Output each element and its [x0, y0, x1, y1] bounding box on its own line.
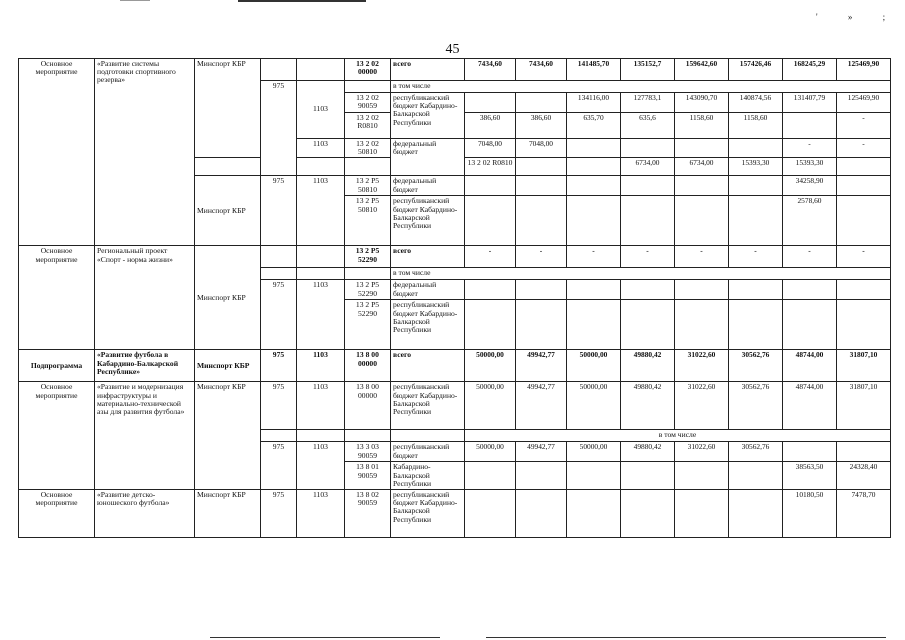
value-cell: 49880,42 [621, 442, 675, 462]
responsible-cell: Минспорт КБР [195, 246, 261, 350]
source-cell: республиканский бюджет Кабардино-Балкарской Республики [391, 196, 465, 246]
source-cell: федеральный бюджет [391, 139, 465, 176]
value-cell [516, 196, 567, 246]
value-cell: 7048,00 [465, 139, 516, 158]
value-cell: 10180,50 [783, 489, 837, 537]
grbs-cell: 975 [261, 350, 297, 382]
value-cell: 31022,60 [675, 350, 729, 382]
value-cell [621, 196, 675, 246]
value-cell: 6734,00 [675, 158, 729, 176]
source-cell: федеральный бюджет [391, 176, 465, 196]
value-cell: 34258,90 [783, 176, 837, 196]
source-cell: Кабардино-Балкарской Республики [391, 462, 465, 490]
value-cell [675, 196, 729, 246]
value-cell [729, 139, 783, 158]
value-cell: 49880,42 [621, 382, 675, 430]
value-cell: 50000,00 [567, 442, 621, 462]
code-cell: 13 2 P5 50810 [345, 196, 391, 246]
budget-table [18, 58, 891, 538]
code-cell: 13 2 P5 52290 [345, 280, 391, 300]
value-cell [567, 139, 621, 158]
name-cell: Региональный проект «Спорт - норма жизни» [95, 246, 195, 350]
value-cell: 31807,10 [837, 350, 891, 382]
value-cell [837, 196, 891, 246]
source-cell: всего [391, 350, 465, 382]
value-cell [675, 176, 729, 196]
code-cell: 13 2 02 R0810 [345, 113, 391, 139]
status-cell: Основное мероприятие [19, 382, 95, 490]
value-cell [465, 176, 516, 196]
value-cell: 49942,77 [516, 442, 567, 462]
value-cell: 31807,10 [837, 382, 891, 430]
code-cell: 13 8 00 00000 [345, 350, 391, 382]
value-cell [465, 462, 516, 490]
value-cell: 635,70 [567, 113, 621, 139]
value-cell [675, 462, 729, 490]
code-cell: 13 2 02 50810 [345, 139, 391, 158]
value-cell [567, 489, 621, 537]
scan-artifact-bottom-right [486, 637, 886, 638]
value-cell: - [516, 246, 567, 268]
code-cell: 13 2 P5 52290 [345, 300, 391, 350]
value-cell: - [783, 139, 837, 158]
value-cell: 7478,70 [837, 489, 891, 537]
value-cell: 50000,00 [465, 442, 516, 462]
responsible-cell: Минспорт КБР [195, 489, 261, 537]
value-cell [621, 462, 675, 490]
value-cell: 15393,30 [783, 158, 837, 176]
value-cell [675, 139, 729, 158]
name-cell: «Развитие и модернизация инфраструктуры и материально-технической азы для развития футбола» [95, 382, 195, 490]
note-cell: в том числе [465, 430, 891, 442]
source-cell: республиканский бюджет [391, 442, 465, 462]
status-cell: Основное мероприятие [19, 489, 95, 537]
code-cell: 13 8 00 00000 [345, 382, 391, 430]
value-cell [567, 196, 621, 246]
note-cell: в том числе [391, 81, 891, 93]
value-cell: 125469,90 [837, 59, 891, 81]
value-cell: - [783, 246, 837, 268]
value-cell [837, 158, 891, 176]
value-cell: 135152,7 [621, 59, 675, 81]
grbs-cell: 975 [261, 382, 297, 430]
value-cell: 1158,60 [729, 113, 783, 139]
value-cell [465, 489, 516, 537]
status-cell: Основное мероприятие [19, 246, 95, 350]
value-cell: 7434,60 [465, 59, 516, 81]
grbs-cell: 975 [261, 442, 297, 490]
rz-cell: 1103 [297, 350, 345, 382]
value-cell: - [837, 246, 891, 268]
value-cell: 49880,42 [621, 350, 675, 382]
note-cell: в том числе [391, 268, 891, 280]
value-cell: 50000,00 [465, 350, 516, 382]
value-cell [516, 489, 567, 537]
source-cell: республиканский бюджет Кабардино-Балкарской Республики [391, 300, 465, 350]
value-cell: 49942,77 [516, 382, 567, 430]
value-cell: - [729, 246, 783, 268]
source-cell: республиканский бюджет Кабардино-Балкарской Республики [391, 489, 465, 537]
page-number: 45 [445, 42, 460, 57]
source-cell: всего [391, 59, 465, 81]
value-cell: 134116,00 [567, 93, 621, 113]
value-cell: 386,60 [465, 113, 516, 139]
value-cell: 50000,00 [567, 350, 621, 382]
value-cell [675, 489, 729, 537]
table-row [19, 59, 891, 81]
value-cell: 30562,76 [729, 382, 783, 430]
grbs-cell: 975 [261, 81, 297, 176]
value-cell: - [837, 113, 891, 139]
table-row [19, 246, 891, 268]
value-cell [729, 176, 783, 196]
value-cell [567, 158, 621, 176]
value-cell: 635,6 [621, 113, 675, 139]
code-cell: 13 8 01 90059 [345, 462, 391, 490]
source-cell: федеральный бюджет [391, 280, 465, 300]
code-cell: 13 2 02 R0810 [465, 158, 516, 176]
value-cell: - [675, 246, 729, 268]
value-cell [729, 489, 783, 537]
value-cell: 1158,60 [675, 113, 729, 139]
name-cell: «Развитие системы подготовки спортивного резерва» [95, 59, 195, 246]
value-cell [465, 196, 516, 246]
code-cell: 13 2 P5 52290 [345, 246, 391, 268]
value-cell: 31022,60 [675, 382, 729, 430]
value-cell [621, 489, 675, 537]
value-cell: 48744,00 [783, 350, 837, 382]
responsible-cell: Минспорт КБР [195, 59, 261, 158]
rz-cell: 1103 [297, 489, 345, 537]
value-cell [621, 176, 675, 196]
name-cell: «Развитие детско-юношеского футбола» [95, 489, 195, 537]
table-row [19, 382, 891, 430]
value-cell: 141485,70 [567, 59, 621, 81]
rz-cell: 1103 [297, 139, 345, 158]
value-cell: 15393,30 [729, 158, 783, 176]
value-cell: 159642,60 [675, 59, 729, 81]
value-cell [465, 93, 516, 113]
corner-marks: ' » ; [816, 12, 900, 22]
scan-artifact-top-small [120, 0, 150, 1]
value-cell: 140874,56 [729, 93, 783, 113]
source-cell: всего [391, 246, 465, 268]
value-cell: 2578,60 [783, 196, 837, 246]
value-cell: 157426,46 [729, 59, 783, 81]
scan-artifact-bottom [210, 637, 440, 638]
value-cell: 7434,60 [516, 59, 567, 81]
value-cell [516, 158, 567, 176]
grbs-cell: 975 [261, 489, 297, 537]
value-cell [837, 176, 891, 196]
value-cell [516, 462, 567, 490]
value-cell: 7048,00 [516, 139, 567, 158]
value-cell: 386,60 [516, 113, 567, 139]
value-cell [567, 176, 621, 196]
value-cell: 30562,76 [729, 350, 783, 382]
scan-artifact-top [238, 0, 366, 2]
grbs-cell: 975 [261, 280, 297, 350]
value-cell: 6734,00 [621, 158, 675, 176]
value-cell [516, 93, 567, 113]
value-cell: 125469,90 [837, 93, 891, 113]
value-cell: - [837, 139, 891, 158]
value-cell: 131407,79 [783, 93, 837, 113]
value-cell: 38563,50 [783, 462, 837, 490]
rz-cell: 1103 [297, 382, 345, 430]
value-cell [516, 176, 567, 196]
value-cell: 50000,00 [567, 382, 621, 430]
value-cell [567, 462, 621, 490]
value-cell: 143090,70 [675, 93, 729, 113]
rz-cell: 1103 [297, 280, 345, 350]
value-cell: 24328,40 [837, 462, 891, 490]
responsible-cell: Минспорт КБР [195, 176, 261, 246]
code-cell: 13 2 02 90059 [345, 93, 391, 113]
source-cell: республиканский бюджет Кабардино-Балкарской Республики [391, 93, 465, 139]
name-cell: «Развитие футбола в Кабардино-Балкарской Республике» [95, 350, 195, 382]
rz-cell: 1103 [297, 442, 345, 490]
source-cell: республиканский бюджет Кабардино-Балкарской Республики [391, 382, 465, 430]
code-cell: 13 2 02 00000 [345, 59, 391, 81]
rz-cell: 1103 [297, 81, 345, 139]
code-cell: 13 2 P5 50810 [345, 176, 391, 196]
rz-cell: 1103 [297, 176, 345, 246]
grbs-cell: 975 [261, 176, 297, 246]
status-cell: Подпрограмма [19, 350, 95, 382]
responsible-cell: Минспорт КБР [195, 350, 261, 382]
value-cell [783, 442, 837, 462]
value-cell [729, 196, 783, 246]
value-cell: 31022,60 [675, 442, 729, 462]
value-cell: - [465, 246, 516, 268]
value-cell: - [621, 246, 675, 268]
value-cell: 168245,29 [783, 59, 837, 81]
value-cell: 127783,1 [621, 93, 675, 113]
value-cell: 50000,00 [465, 382, 516, 430]
table-row [19, 350, 891, 382]
value-cell [729, 462, 783, 490]
code-cell: 13 3 03 90059 [345, 442, 391, 462]
value-cell: 48744,00 [783, 382, 837, 430]
value-cell: 30562,76 [729, 442, 783, 462]
responsible-cell: Минспорт КБР [195, 382, 261, 490]
value-cell: - [567, 246, 621, 268]
value-cell [621, 139, 675, 158]
code-cell: 13 8 02 90059 [345, 489, 391, 537]
value-cell [783, 113, 837, 139]
table-row [19, 489, 891, 537]
status-cell: Основное мероприятие [19, 59, 95, 246]
value-cell [837, 442, 891, 462]
value-cell: 49942,77 [516, 350, 567, 382]
